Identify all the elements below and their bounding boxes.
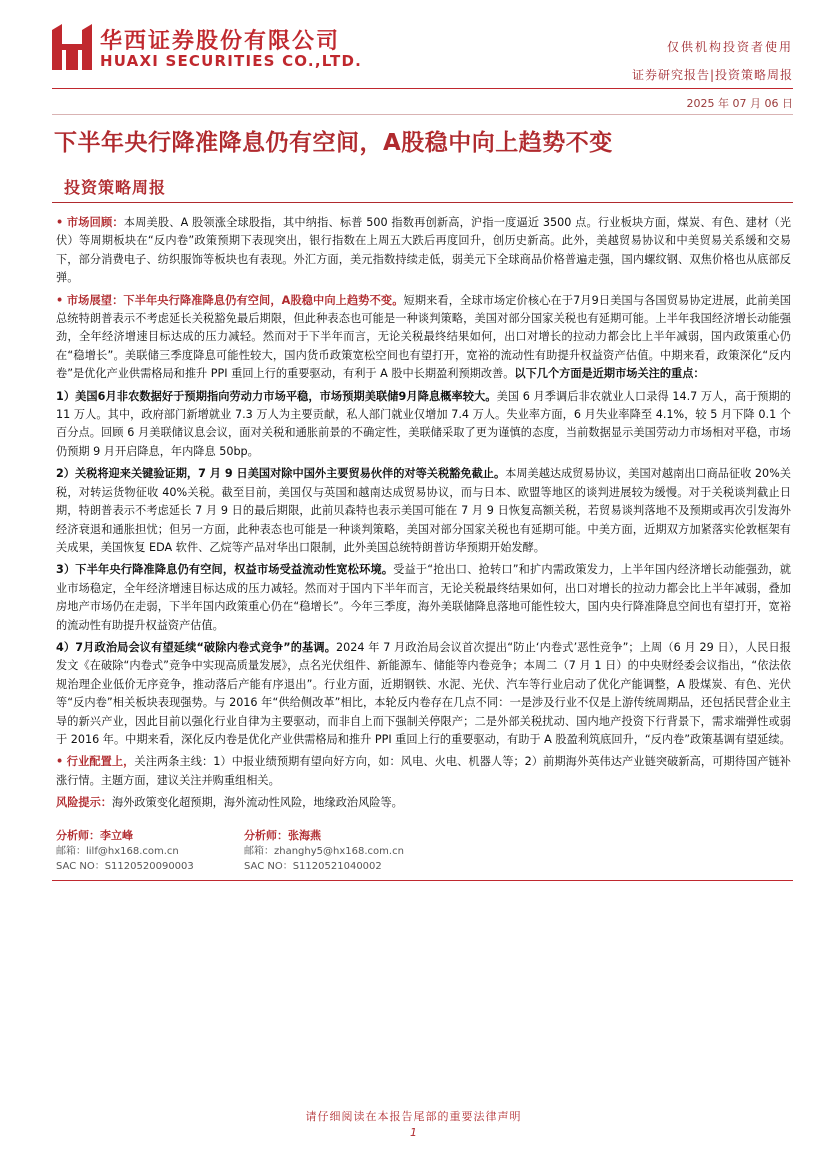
report-body: [56, 214, 791, 813]
company-name-en: HUAXI SECURITIES CO.,LTD.: [100, 52, 362, 70]
page-number: 1: [410, 1126, 417, 1139]
analyst-name: 分析师：张海燕: [244, 829, 321, 842]
market-outlook-text: 短期来看，全球市场定价核心在于7月9日美国与各国贸易协定进展，此前美国总统特朗普表示不考虑延长关税豁免最后期限，但此种表态也可能是一种谈判策略，美国对部分国家关税也有延期可能。上半年我国经济增长动能强劲，全年经济增速目标达成的压力减轻。然而对于下半年而言，无论关税最终结果如何，出口对增长的拉动力都会比上半年减弱，国内政策重心仍在“稳增长”。美联储三季度降息可能性较大，国内货币政策宽松空间也有望打开，宽裕的流动性有助提升权益资产估值。中期来看，政策深化“反内卷”是优化产业供需格局和推升 PPI 重回上行的重要驱动，有利于 A 股中长期盈利预期改善。: [56, 293, 791, 381]
audience-note: 仅供机构投资者使用: [666, 40, 793, 54]
point2-text: 本周美越达成贸易协议，美国对越南出口商品征收 20%关税，对转运货物征收 40%关税。截至目前，美国仅与英国和越南达成贸易协议，而与日本、欧盟等地区的谈判进展较为缓慢。对于关税谈判截止日期，特朗普表示不考虑延长 7 月 9 日的最后期限，此前贝森特也表示美国可能在 7 月 9 日恢复高额关税，若贸易谈判落地不及预期或再次引发海外经济衰退和通胀担忧；但另一方面，此种表态也可能是一种谈判策略，美国对部分国家关税也有延期可能。中美方面，近期双方加紧落实伦敦框架有关成果，美国恢复 EDA 软件、乙烷等产品对华出口限制，此外美国总统特朗普访华预期开始发酵。: [56, 467, 791, 554]
analyst-email[interactable]: 邮箱：lilf@hx168.com.cn: [56, 846, 179, 857]
analyst-name: 分析师：李立峰: [56, 829, 133, 842]
report-type: 投资策略周报: [64, 178, 167, 197]
point4-paragraph: [56, 639, 791, 749]
header-divider: [52, 88, 793, 89]
allocation-paragraph: [56, 753, 791, 790]
point4-text: 2024 年 7 月政治局会议首次提出“防止‘内卷式’恶性竞争”；上周（6 月 29 日），人民日报发文《在破除“内卷式”竞争中实现高质量发展》，点名光伏组件、新能源车、储能等内卷竞争；本周二（7 月 1 日）的中央财经委会议指出，“依法依规治理企业低价无序竞争，推动落后产能有序退出”。行业方面，近期钢铁、水泥、光伏、汽车等行业启动了优化产能调整，A 股煤炭、有色、光伏等“反内卷”相关板块表现强势。与 2016 年“供给侧改革”相比，本轮反内卷存在几点不同：一是涉及行业不仅是上游传统周期品，还包括民营企业主导的新兴产业，因此目前以强化行业自律为主要驱动，而非自上而下强制关停限产；二是外部关税扰动、国内地产投资下行背景下，需求端弹性或弱于 2016 年。中期来看，深化反内卷是优化产业供需格局和推升 PPI 重回上行的重要驱动，有助于 A 股盈利筑底回升，“反内卷”政策基调有望延续。: [56, 640, 791, 746]
analyst-card: [56, 828, 246, 874]
legal-disclaimer: 请仔细阅读在本报告尾部的重要法律声明: [305, 1110, 522, 1123]
market-review-label: 市场回顾：: [66, 216, 124, 229]
company-name-cn: 华西证券股份有限公司: [100, 28, 341, 54]
point3-paragraph: [56, 561, 791, 635]
analyst-card: [244, 828, 434, 874]
footer-divider: [52, 880, 793, 881]
point4-label: 4）7月政治局会议有望延续“破除内卷式竞争”的基调。: [56, 640, 337, 654]
point3-label: 3）下半年央行降准降息仍有空间，权益市场受益流动性宽松环境。: [56, 563, 394, 577]
risk-paragraph: [56, 794, 791, 812]
allocation-label: 行业配置上，: [66, 755, 135, 769]
date-divider: [52, 114, 793, 115]
point2-label: 2）关税将迎来关键验证期，7 月 9 日美国对除中国外主要贸易伙伴的对等关税豁免截止。: [56, 467, 506, 481]
bullet-icon: •: [56, 293, 64, 307]
analyst-sac: SAC NO：S1120521040002: [244, 861, 382, 872]
point2-paragraph: [56, 465, 791, 557]
report-date: 2025 年 07 月 06 日: [686, 97, 793, 110]
report-categories: 证券研究报告|投资策略周报: [631, 68, 793, 82]
bullet-icon: •: [56, 216, 64, 229]
huaxi-logo-icon: [52, 24, 92, 70]
title-divider: [52, 202, 793, 203]
allocation-text: 关注两条主线：1）中报业绩预期有望向好方向，如：风电、火电、机器人等；2）前期海外英伟达产业链突破新高，可期待国产链补涨行情。主题方面，建议关注并购重组相关。: [56, 755, 791, 787]
bullet-icon: •: [56, 755, 64, 769]
point1-text: 美国 6 月季调后非农就业人口录得 14.7 万人，高于预期的 11 万人。其中，政府部门新增就业 7.3 万人为主要贡献，私人部门就业仅增加 7.4 万人。失业率方面，6 月失业率降至 4.1%，较 5 月下降 0.1 个百分点。回顾 6 月美联储议息会议，面对关税和通胀前景的不确定性，美联储采取了更为谨慎的态度，当前数据显示美国劳动力市场相对平稳，市场仍预期 9 月开启降息，年内降息 50bp。: [56, 389, 791, 458]
market-review-paragraph: [56, 214, 791, 288]
market-outlook-paragraph: [56, 292, 791, 384]
point3-text: 受益于“抢出口、抢转口”和扩内需政策发力，上半年国内经济增长动能强劲，就业市场稳定，全年经济增速目标达成的压力减轻。然而对于国内下半年而言，无论关税最终结果如何，出口对增长的拉动力都会比上半年减弱，叠加房地产市场仍在走弱，下半年国内政策重心仍在“稳增长”。今年三季度，海外美联储降息落地可能性较大，国内央行降准降息空间也有望打开，宽裕的流动性有助提升权益资产估值。: [56, 563, 791, 632]
market-review-text: 本周美股、A 股领涨全球股指，其中纳指、标普 500 指数再创新高，沪指一度逼近 3500 点。行业板块方面，煤炭、有色、建材（光伏）等周期板块在“反内卷”政策预期下表现突出，银行指数在上周五大跌后再度回升，创历史新高。此外，美越贸易协议和中美贸易关系缓和交易下，部分消费电子、纺织服饰等板块也有表现。外汇方面，美元指数持续走低，弱美元下全球商品价格普遍走强，国内螺纹钢、双焦价格也从底部反弹。: [56, 216, 791, 285]
market-outlook-label: 市场展望：下半年央行降准降息仍有空间，A股稳中向上趋势不变。: [66, 293, 404, 307]
focus-intro: 以下几个方面是近期市场关注的重点：: [514, 367, 705, 381]
risk-text: 海外政策变化超预期，海外流动性风险，地缘政治风险等。: [111, 796, 403, 810]
point1-label: 1）美国6月非农数据好于预期指向劳动力市场平稳，市场预期美联储9月降息概率较大。: [56, 389, 497, 403]
risk-label: 风险提示：: [56, 796, 112, 810]
report-title: 下半年央行降准降息仍有空间，A股稳中向上趋势不变: [54, 130, 613, 156]
point1-paragraph: [56, 388, 791, 462]
analyst-sac: SAC NO：S1120520090003: [56, 861, 194, 872]
analyst-email[interactable]: 邮箱：zhanghy5@hx168.com.cn: [244, 846, 404, 857]
